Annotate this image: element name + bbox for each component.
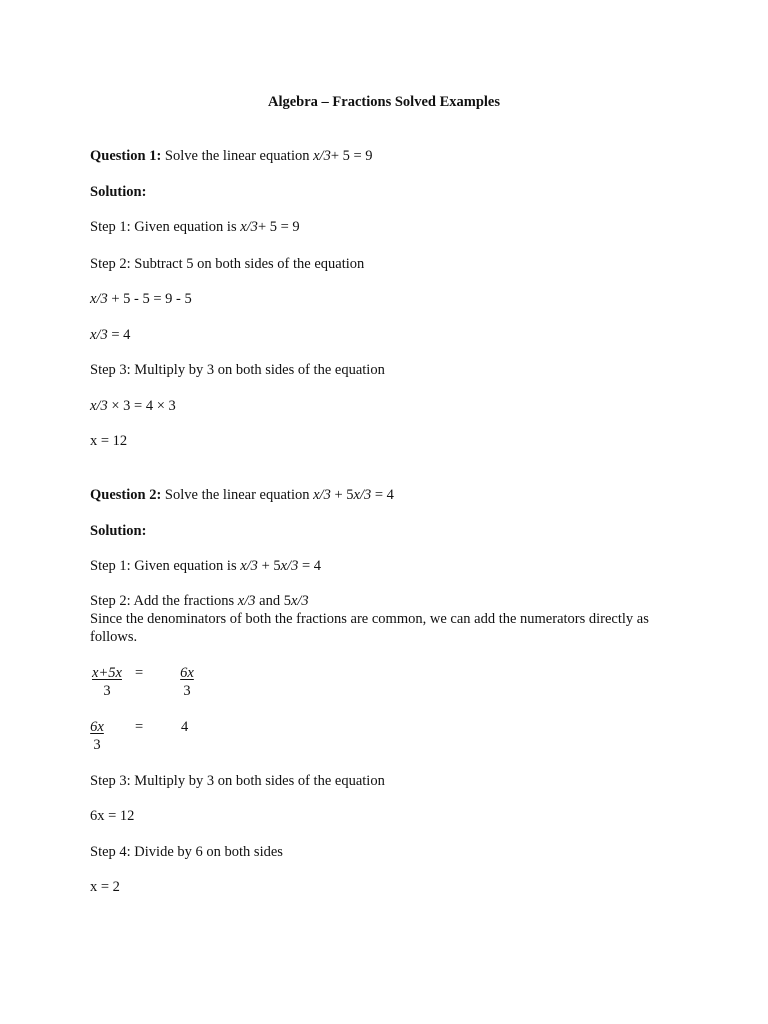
q1-step-2: Step 2: Subtract 5 on both sides of the equation bbox=[90, 256, 365, 272]
q1-step-1 bbox=[90, 218, 300, 236]
q1-eq3-post: × 3 = 4 × 3 bbox=[107, 398, 176, 414]
q2-step-1-text: Step 1: Given equation is bbox=[90, 558, 241, 574]
solution-2-label bbox=[90, 522, 146, 540]
fraction-6x-over-3 bbox=[178, 664, 196, 700]
q1-equation-1 bbox=[90, 290, 192, 308]
q2-step-4: Step 4: Divide by 6 on both sides bbox=[90, 844, 283, 860]
q1-step-1-text: Step 1: Given equation is bbox=[90, 219, 241, 235]
q1-result: x = 12 bbox=[90, 433, 128, 449]
fraction-2-denominator: 3 bbox=[183, 683, 191, 699]
q2-step-2-explanation: Since the denominators of both the fractions are common, we can add the numerators directly as follows. bbox=[90, 611, 649, 645]
fraction-2-numerator: 6x bbox=[180, 665, 194, 681]
equals-sign-2: = bbox=[135, 719, 144, 735]
question-1-expr: x/3 bbox=[313, 148, 331, 164]
question-1 bbox=[90, 147, 373, 165]
question-2-expr-2: x/3 bbox=[353, 487, 372, 503]
solution-1-label bbox=[90, 183, 146, 201]
q1-eq3-expr: x/3 bbox=[90, 398, 108, 414]
q2-result: x = 2 bbox=[90, 879, 120, 895]
q1-eq2-post: = 4 bbox=[107, 327, 131, 343]
q2-step-2-text: Step 2: Add the fractions bbox=[90, 593, 238, 609]
question-2-text: Solve the linear equation bbox=[161, 487, 314, 503]
question-2-expr-1: x/3 bbox=[313, 487, 331, 503]
q2-equation-4: 6x = 12 bbox=[90, 808, 135, 824]
rhs-value-4: 4 bbox=[181, 719, 189, 735]
question-1-text-post: + 5 = 9 bbox=[330, 148, 373, 164]
q1-equation-2 bbox=[90, 326, 130, 344]
fraction-6x-over-3-second bbox=[88, 718, 106, 754]
fraction-1-denominator: 3 bbox=[103, 683, 111, 699]
q2-step-1-plus: + 5 bbox=[257, 558, 281, 574]
q2-step-2 bbox=[90, 592, 309, 610]
question-1-text: Solve the linear equation bbox=[161, 148, 314, 164]
fraction-3-numerator: 6x bbox=[90, 719, 104, 735]
q2-step-2-expr-2: x/3 bbox=[290, 593, 309, 609]
q1-eq2-expr: x/3 bbox=[90, 327, 108, 343]
question-2 bbox=[90, 486, 394, 504]
solution-1-label-text: Solution: bbox=[90, 184, 147, 200]
document-title: Algebra – Fractions Solved Examples bbox=[268, 94, 500, 110]
q2-step-1-expr-2: x/3 bbox=[280, 558, 299, 574]
solution-2-label-text: Solution: bbox=[90, 523, 147, 539]
q1-step-3: Step 3: Multiply by 3 on both sides of the equation bbox=[90, 362, 385, 378]
q2-step-1 bbox=[90, 557, 321, 575]
q2-step-2-and: and 5 bbox=[255, 593, 291, 609]
fraction-x-plus-5x-over-3 bbox=[90, 664, 124, 700]
q1-step-1-expr: x/3 bbox=[240, 219, 258, 235]
question-1-label: Question 1: bbox=[90, 148, 162, 164]
question-2-label: Question 2: bbox=[90, 487, 162, 503]
q1-step-1-post: + 5 = 9 bbox=[257, 219, 300, 235]
fraction-1-numerator: x+5x bbox=[92, 665, 122, 681]
q2-step-1-expr-1: x/3 bbox=[240, 558, 258, 574]
question-2-text-post: = 4 bbox=[371, 487, 394, 503]
q2-step-2-expr-1: x/3 bbox=[237, 593, 256, 609]
q1-eq1-post: + 5 - 5 = 9 - 5 bbox=[107, 291, 192, 307]
equals-sign-1: = bbox=[135, 665, 144, 681]
q1-eq1-expr: x/3 bbox=[90, 291, 108, 307]
question-2-plus: + 5 bbox=[330, 487, 354, 503]
q1-equation-3 bbox=[90, 397, 176, 415]
q2-step-3: Step 3: Multiply by 3 on both sides of the equation bbox=[90, 773, 385, 789]
q2-step-1-post: = 4 bbox=[298, 558, 322, 574]
fraction-3-denominator: 3 bbox=[93, 737, 101, 753]
